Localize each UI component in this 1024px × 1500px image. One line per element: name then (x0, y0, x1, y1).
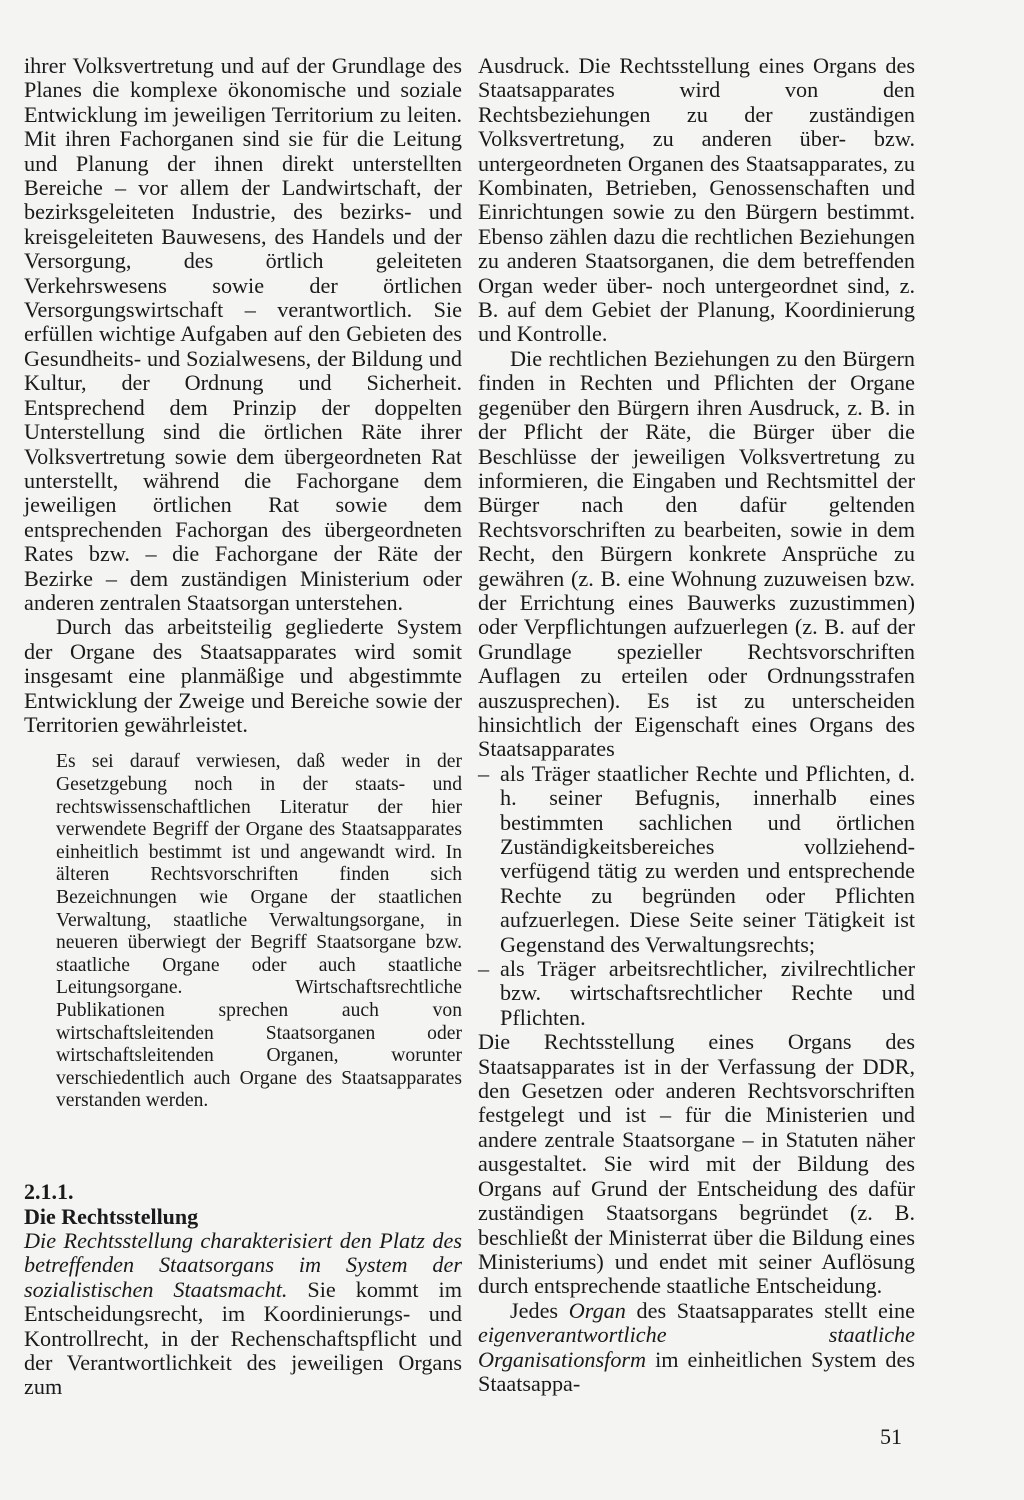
body-paragraph: Die Rechtsstellung eines Organs des Staatsapparates ist in der Verfassung der DDR, den Gesetzen oder anderen Rechtsvorschriften festgelegt und ist – für die Ministerien und andere zentrale Staatsorgane – in Statuten näher ausgestaltet. Sie wird mit der Bildung des Organs auf Grund der Entscheidung des dafür zuständigen Staatsorgans begründet (z. B. beschließt der Ministerrat über die Bildung eines Ministeriums) und endet mit seiner Auflösung durch entsprechende staatliche Entscheidung. (478, 1029, 915, 1299)
list-item: – als Träger arbeitsrechtlicher, zivilrechtlicher bzw. wirtschaftsrechtlicher Rechte und Pflichten. (478, 957, 915, 1030)
body-paragraph: Die rechtlichen Beziehungen zu den Bürgern finden in Rechten und Pflichten der Organe gegenüber den Bürgern ihren Ausdruck, z. B. in der Pflicht der Räte, die Bürger über die Beschlüsse der jeweiligen Volksvertretung zu informieren, die Eingaben und Rechtsmittel der Bürger nach den dafür geltenden Rechtsvorschriften zu bearbeiten, sowie in dem Recht, den Bürgern konkrete Ansprüche zu gewähren (z. B. eine Wohnung zuzuweisen bzw. der Errichtung eines Bauwerks zuzustimmen) oder Verpflichtungen aufzuerlegen (z. B. auf der Grundlage spezieller Rechtsvorschriften Auflagen zu erteilen oder Ordnungsstrafen auszusprechen). Es ist zu unterscheiden hinsichtlich der Eigenschaft eines Organs des Staatsapparates (478, 345, 915, 762)
body-paragraph: Durch das arbeitsteilig gegliederte System der Organe des Staatsapparates wird somit insgesamt eine planmäßige und abgestimmte Entwicklung der Zweige und Bereiche sowie der Territorien gewährleistet. (24, 614, 462, 737)
section-number: 2.1.1. (24, 1178, 74, 1204)
left-column (24, 54, 462, 1400)
body-paragraph (478, 1299, 915, 1397)
lead-rest: Sie kommt im Entscheidungsrecht, im Koordinierungs- und Kontrollrecht, in der Rechenschaftspflicht und der Verantwortlichkeit des jeweiligen Organs zum (24, 1276, 462, 1400)
section-heading (24, 1179, 462, 1229)
body-paragraph: ihrer Volksvertretung und auf der Grundlage des Planes die komplexe ökonomische und soziale Entwicklung im jeweiligen Territorium zu leiten. Mit ihren Fachorganen sind sie für die Leitung und Planung der ihnen direkt unterstellten Bereiche – vor allem der Landwirtschaft, der bezirksgeleiteten Industrie, des bezirks- und kreisgeleiteten Bauwesens, des Handels und der Versorgung, des örtlich geleiteten Verkehrswesens sowie der örtlichen Versorgungswirtschaft – verantwortlich. Sie erfüllen wichtige Aufgaben auf den Gebieten des Gesundheits- und Sozialwesens, der Bildung und Kultur, der Ordnung und Sicherheit. Entsprechend dem Prinzip der doppelten Unterstellung sind die örtlichen Räte ihrer Volksvertretung sowie dem übergeordneten Rat unterstellt, während die Fachorgane dem jeweiligen örtlichen Rat sowie dem entsprechenden Fachorgan des übergeordneten Rates bzw. – die Fachorgane der Räte der Bezirke – dem zuständigen Ministerium oder anderen zentralen Staatsorgan unterstehen. (24, 53, 462, 615)
right-column (478, 54, 915, 1396)
lead-italic: Die Rechtsstellung charakterisiert den Platz des betreffenden Staatsorgans im System der sozialistischen Staatsmacht. (24, 1227, 462, 1302)
text-run: Jedes (510, 1297, 569, 1323)
dash-list (478, 762, 915, 1030)
text-run: des Staatsapparates stellt eine (625, 1297, 915, 1323)
page-number: 51 (880, 1424, 902, 1449)
section-title: Die Rechtsstellung (24, 1203, 199, 1229)
text-run: im einheitlichen System des Staatsappa- (478, 1346, 915, 1396)
list-item: – als Träger staatlicher Rechte und Pflichten, d. h. seiner Befugnis, innerhalb eines bestimmten sachlichen und örtlichen Zuständigkeitsbereiches vollziehend-verfügend tätig zu werden und entsprechende Rechte zu begründen oder Pflichten aufzuerlegen. Diese Seite seiner Tätigkeit ist Gegenstand des Verwaltungsrechts; (478, 762, 915, 957)
body-paragraph: Ausdruck. Die Rechtsstellung eines Organs des Staatsapparates wird von den Rechtsbeziehungen zu der zuständigen Volksvertretung, zu anderen über- bzw. untergeordneten Organen des Staatsapparates, zu Kombinaten, Betrieben, Genossenschaften und Einrichtungen sowie zu den Bürgern bestimmt. Ebenso zählen dazu die rechtlichen Beziehungen zu anderen Staatsorganen, die dem betreffenden Organ weder über- noch untergeordnet sind, z. B. auf dem Gebiet der Planung, Koordinierung und Kontrolle. (478, 53, 915, 347)
italic-run: eigenverantwortliche staatliche Organisationsform (478, 1322, 915, 1372)
footnote-block (56, 751, 462, 1113)
italic-run: Organ (568, 1297, 626, 1323)
footnote-text: Es sei darauf verwiesen, daß weder in der Gesetzgebung noch in der staats- und rechtswissenschaftlichen Literatur der hier verwendete Begriff der Organe des Staatsapparates einheitlich bestimmt ist und angewandt wird. In älteren Rechtsvorschriften finden sich Bezeichnungen wie Organe der staatlichen Verwaltung, staatliche Verwaltungsorgane, in neueren überwiegt der Begriff Staatsorgane bzw. staatliche Organe oder auch staatliche Leitungsorgane. Wirtschaftsrechtliche Publikationen sprechen auch von wirtschaftsleitenden Staatsorganen oder wirtschaftsleitenden Organen, worunter verschiedentlich auch Organe des Staatsapparates verstanden werden. (56, 751, 462, 1112)
lead-paragraph (24, 1229, 462, 1400)
